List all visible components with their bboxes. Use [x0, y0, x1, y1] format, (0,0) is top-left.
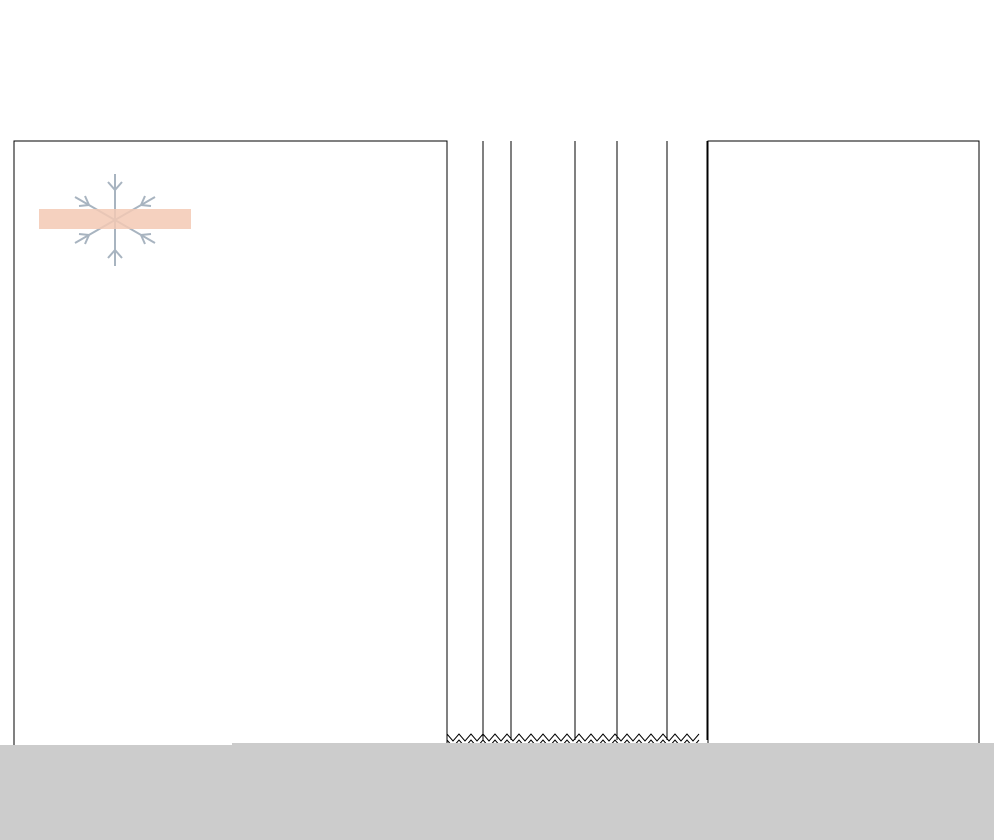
snowpilot-logo [39, 174, 191, 266]
footer-overlay [0, 745, 994, 840]
comments-frame [708, 141, 979, 751]
hardness-plot-frame [14, 141, 447, 751]
zigzag-break-top [447, 734, 699, 741]
